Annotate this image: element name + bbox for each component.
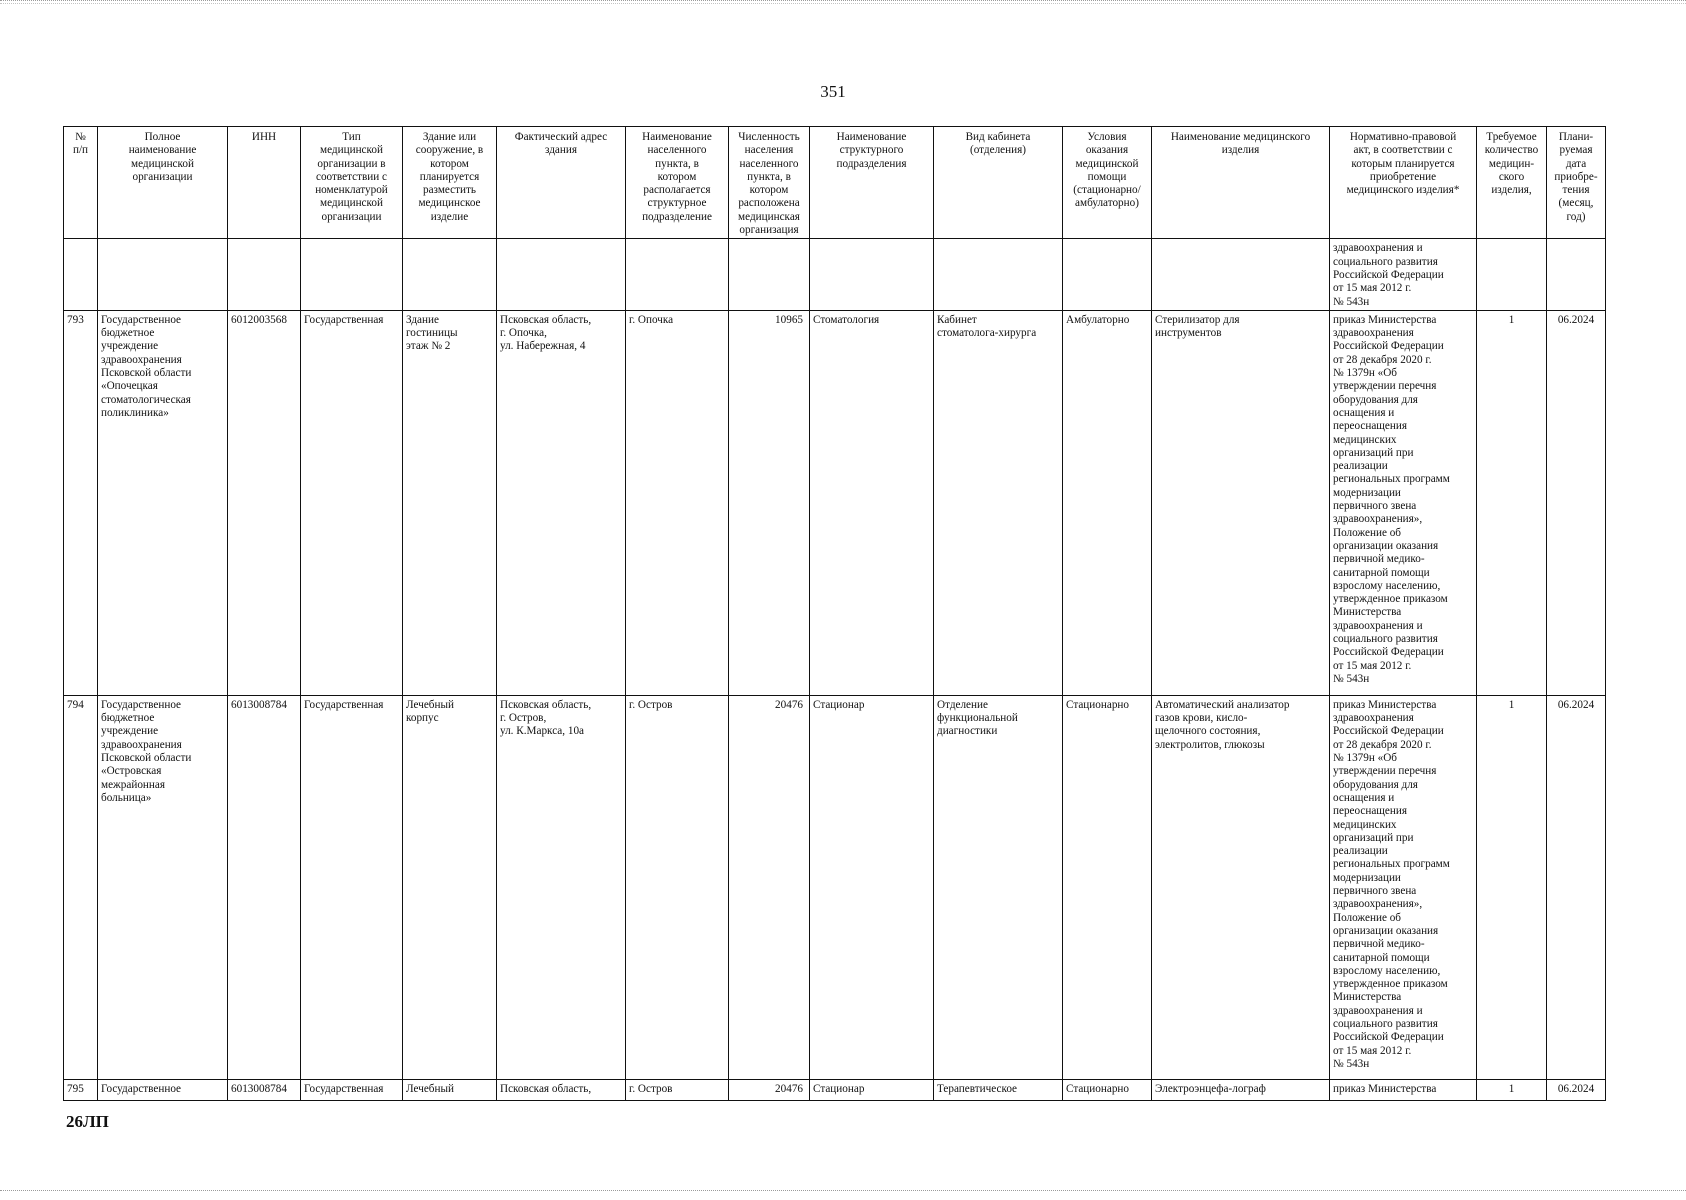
cell-cabinet: Кабинет стоматолога-хирурга [934, 310, 1063, 695]
header-building: Здание или сооружение, в котором планируется разместить медицинское изделие [403, 127, 497, 239]
page-number: 351 [820, 82, 846, 101]
cell-cabinet: Отделение функциональной диагностики [934, 695, 1063, 1079]
header-cabinet: Вид кабинета (отделения) [934, 127, 1063, 239]
cell-empty [64, 239, 98, 310]
cell-inn: 6012003568 [228, 310, 301, 695]
cell-org-name: Государственное бюджетное учреждение здравоохранения Псковской области «Опочецкая стоматологическая поликлиника» [98, 310, 228, 695]
cell-legal-act: приказ Министерства здравоохранения Российской Федерации от 28 декабря 2020 г. № 1379н «Об утверждении перечня оборудования для оснащения и переоснащения медицинских организаций при реализации региональных программ модернизации первичного звена здравоохранения», Положение об организации оказания первичной медико- санитарной помощи взрослому населению, утвержденное приказом Министерства здравоохранения и социального развития Российской Федерации от 15 мая 2012 г. № 543н [1330, 310, 1477, 695]
cell-empty [228, 239, 301, 310]
cell-division: Стационар [810, 1079, 934, 1100]
cell-legal-act: приказ Министерства здравоохранения Российской Федерации от 28 декабря 2020 г. № 1379н «Об утверждении перечня оборудования для оснащения и переоснащения медицинских организаций при реализации региональных программ модернизации первичного звена здравоохранения», Положение об организации оказания первичной медико- санитарной помощи взрослому населению, утвержденное приказом Министерства здравоохранения и социального развития Российской Федерации от 15 мая 2012 г. № 543н [1330, 695, 1477, 1079]
cell-empty [1152, 239, 1330, 310]
cell-legal-act: здравоохранения и социального развития Российской Федерации от 15 мая 2012 г. № 543н [1330, 239, 1477, 310]
cell-cabinet: Терапевтическое [934, 1079, 1063, 1100]
header-quantity: Требуемое количество медицин- ского изделия, [1477, 127, 1547, 239]
cell-division: Стационар [810, 695, 934, 1079]
cell-device: Стерилизатор для инструментов [1152, 310, 1330, 695]
cell-locality: г. Опочка [626, 310, 729, 695]
table-row [64, 310, 1606, 695]
cell-locality: г. Остров [626, 1079, 729, 1100]
cell-inn: 6013008784 [228, 695, 301, 1079]
footer-code: 26ЛП [66, 1112, 109, 1131]
header-address: Фактический адрес здания [497, 127, 626, 239]
cell-empty [497, 239, 626, 310]
cell-empty [403, 239, 497, 310]
cell-org-type: Государственная [301, 310, 403, 695]
cell-empty [1063, 239, 1152, 310]
cell-date: 06.2024 [1547, 695, 1606, 1079]
cell-legal-act: приказ Министерства [1330, 1079, 1477, 1100]
cell-quantity: 1 [1477, 1079, 1547, 1100]
cell-conditions: Амбулаторно [1063, 310, 1152, 695]
cell-quantity: 1 [1477, 310, 1547, 695]
header-date: Плани- руемая дата приобре- тения (месяц, год) [1547, 127, 1606, 239]
cell-division: Стоматология [810, 310, 934, 695]
header-device: Наименование медицинского изделия [1152, 127, 1330, 239]
header-legal-act: Нормативно-правовой акт, в соответствии с которым планируется приобретение медицинского изделия* [1330, 127, 1477, 239]
cell-num: 793 [64, 310, 98, 695]
cell-date: 06.2024 [1547, 1079, 1606, 1100]
cell-empty [1547, 239, 1606, 310]
cell-empty [934, 239, 1063, 310]
header-org-type: Тип медицинской организации в соответствии с номенклатурой медицинской организации [301, 127, 403, 239]
table-row [64, 1079, 1606, 1100]
cell-building: Лечебный корпус [403, 695, 497, 1079]
scan-edge-top-inner [0, 3, 1686, 5]
cell-empty [301, 239, 403, 310]
cell-org-type: Государственная [301, 695, 403, 1079]
cell-building: Лечебный [403, 1079, 497, 1100]
table-header-row [64, 127, 1606, 239]
cell-address: Псковская область, г. Остров, ул. К.Маркса, 10а [497, 695, 626, 1079]
table-row [64, 695, 1606, 1079]
cell-device: Автоматический анализатор газов крови, кисло- щелочного состояния, электролитов, глюкозы [1152, 695, 1330, 1079]
cell-conditions: Стационарно [1063, 695, 1152, 1079]
header-population: Численность населения населенного пункта, в котором расположена медицинская организация [729, 127, 810, 239]
cell-address: Псковская область, г. Опочка, ул. Набережная, 4 [497, 310, 626, 695]
cell-building: Здание гостиницы этаж № 2 [403, 310, 497, 695]
cell-empty [810, 239, 934, 310]
cell-population: 20476 [729, 695, 810, 1079]
cell-empty [98, 239, 228, 310]
header-locality: Наименование населенного пункта, в котором располагается структурное подразделение [626, 127, 729, 239]
header-division: Наименование структурного подразделения [810, 127, 934, 239]
scan-edge-bottom [0, 1190, 1686, 1192]
table-row-continuation [64, 239, 1606, 310]
cell-device: Электроэнцефа-лограф [1152, 1079, 1330, 1100]
header-conditions: Условия оказания медицинской помощи (стационарно/ амбулаторно) [1063, 127, 1152, 239]
cell-org-name: Государственное бюджетное учреждение здравоохранения Псковской области «Островская межрайонная больница» [98, 695, 228, 1079]
equipment-table [63, 126, 1606, 1101]
cell-conditions: Стационарно [1063, 1079, 1152, 1100]
cell-org-name: Государственное [98, 1079, 228, 1100]
header-num: № п/п [64, 127, 98, 239]
cell-date: 06.2024 [1547, 310, 1606, 695]
cell-population: 20476 [729, 1079, 810, 1100]
cell-locality: г. Остров [626, 695, 729, 1079]
cell-quantity: 1 [1477, 695, 1547, 1079]
cell-org-type: Государственная [301, 1079, 403, 1100]
cell-num: 795 [64, 1079, 98, 1100]
header-inn: ИНН [228, 127, 301, 239]
cell-inn: 6013008784 [228, 1079, 301, 1100]
cell-empty [729, 239, 810, 310]
cell-address: Псковская область, [497, 1079, 626, 1100]
cell-num: 794 [64, 695, 98, 1079]
cell-population: 10965 [729, 310, 810, 695]
cell-empty [626, 239, 729, 310]
cell-empty [1477, 239, 1547, 310]
header-org-name: Полное наименование медицинской организации [98, 127, 228, 239]
